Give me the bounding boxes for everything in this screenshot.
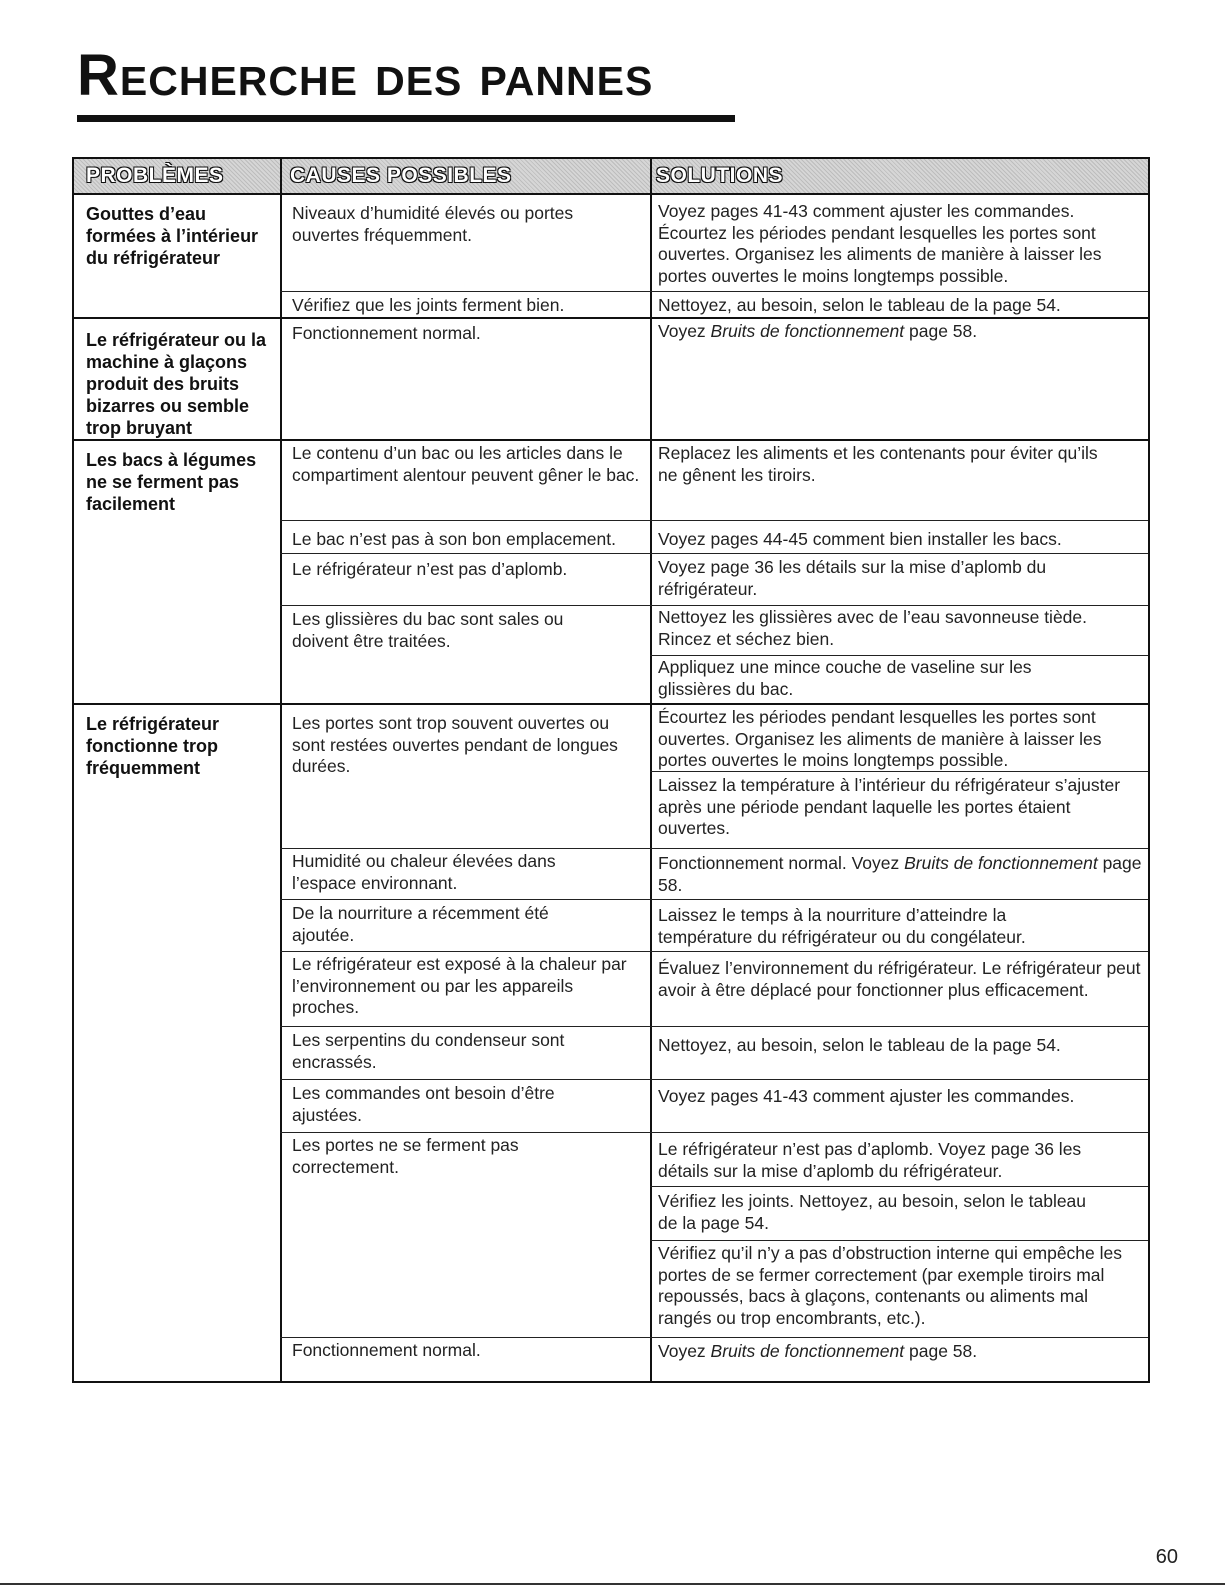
solution-3-3: Voyez page 36 les détails sur la mise d’aplomb du réfrigérateur. [658, 557, 1047, 599]
solution-4-4: Laissez le temps à la nourriture d’atteindre la température du réfrigérateur ou du congélateur. [658, 905, 1026, 947]
solution-4-3-suffix: page 58. [658, 853, 1142, 895]
solution-1-1: Voyez pages 41-43 comment ajuster les commandes. Écourtez les périodes pendant lesquelles les portes sont ouvertes. Organisez les aliments de manière à laisser les portes ouvertes le moins longtemps possible. [658, 201, 1102, 286]
solution-divider [650, 655, 1148, 656]
solution-4-9: Vérifiez les joints. Nettoyez, au besoin, selon le tableau de la page 54. [658, 1191, 1087, 1233]
solution-3-1: Replacez les aliments et les contenants pour éviter qu’ils ne gênent les tiroirs. [658, 443, 1098, 485]
group-divider [74, 317, 1148, 319]
cause-divider [280, 520, 1148, 521]
group-divider [74, 439, 1148, 441]
cause-3-3: Le réfrigérateur n’est pas d’aplomb. [292, 559, 568, 579]
cause-divider [280, 1079, 1148, 1080]
solution-2-1-prefix: Voyez [658, 321, 711, 341]
cause-4-5: Les serpentins du condenseur sont encrassés. [292, 1030, 565, 1072]
cause-4-4: Le réfrigérateur est exposé à la chaleur par l’environnement ou par les appareils proches. [292, 954, 627, 1017]
column-divider [650, 159, 652, 1381]
solution-3-5: Appliquez une mince couche de vaseline sur les glissières du bac. [658, 657, 1032, 699]
cause-divider [280, 553, 1148, 554]
header-solutions-label: SOLUTIONS [656, 164, 784, 187]
cause-4-7: Les portes ne se ferment pas correctement. [292, 1135, 519, 1177]
solution-4-11-suffix: page 58. [904, 1341, 978, 1361]
solution-divider [650, 1240, 1148, 1241]
solution-4-5: Évaluez l’environnement du réfrigérateur. Le réfrigérateur peut avoir à être déplacé pour fonctionner plus efficacement. [658, 958, 1141, 1000]
header-causes [282, 159, 650, 193]
solution-4-11-prefix: Voyez [658, 1341, 711, 1361]
header-causes-label: CAUSES POSSIBLES [290, 164, 512, 187]
solution-4-1: Écourtez les périodes pendant lesquelles les portes sont ouvertes. Organisez les aliments de manière à laisser les portes ouvertes le moins longtemps possible. [658, 707, 1102, 770]
cause-divider [280, 899, 1148, 900]
troubleshooting-table [72, 157, 1150, 1383]
problem-1: Gouttes d’eau formées à l’intérieur du réfrigérateur [86, 204, 259, 268]
header-problems [74, 159, 280, 193]
solution-divider [650, 1186, 1148, 1187]
page-number: 60 [1155, 1546, 1178, 1568]
solution-4-2: Laissez la température à l’intérieur du réfrigérateur s’ajuster après une période pendant laquelle les portes étaient ouvertes. [658, 775, 1121, 838]
cause-4-8: Fonctionnement normal. [292, 1340, 481, 1360]
solution-3-4: Nettoyez les glissières avec de l’eau savonneuse tiède. Rincez et séchez bien. [658, 607, 1087, 649]
cause-3-1: Le contenu d’un bac ou les articles dans le compartiment alentour peuvent gêner le bac. [292, 443, 640, 485]
problem-2: Le réfrigérateur ou la machine à glaçons produit des bruits bizarres ou semble trop bruyant [86, 330, 267, 438]
column-divider [280, 159, 282, 1381]
solution-4-11-reference: Bruits de fonctionnement [710, 1341, 905, 1361]
problem-4: Le réfrigérateur fonctionne trop fréquemment [86, 714, 220, 778]
solution-4-11 [658, 1341, 1142, 1363]
cause-2-1: Fonctionnement normal. [292, 323, 481, 343]
cause-divider [280, 291, 1148, 292]
solution-4-3 [658, 853, 1142, 896]
cause-divider [280, 1026, 1148, 1027]
cause-1-2: Vérifiez que les joints ferment bien. [292, 295, 565, 315]
solution-4-3-prefix: Fonctionnement normal. Voyez [658, 853, 905, 873]
cause-divider [280, 848, 1148, 849]
cause-1-1: Niveaux d’humidité élevés ou portes ouvertes fréquemment. [292, 203, 574, 245]
solution-4-10: Vérifiez qu’il n’y a pas d’obstruction interne qui empêche les portes de se fermer correctement (par exemple tiroirs mal repoussés, bacs à glaçons, contenants ou aliments mal rangés ou trop encombrants, etc.). [658, 1243, 1123, 1328]
cause-4-2: Humidité ou chaleur élevées dans l’espace environnant. [292, 851, 556, 893]
cause-3-4: Les glissières du bac sont sales ou doivent être traitées. [292, 609, 564, 651]
cause-divider [280, 1132, 1148, 1133]
solution-4-3-reference: Bruits de fonctionnement [904, 853, 1098, 873]
solution-2-1-suffix: page 58. [904, 321, 978, 341]
solution-2-1-reference: Bruits de fonctionnement [710, 321, 905, 341]
header-divider [74, 193, 1148, 195]
problem-3: Les bacs à légumes ne se ferment pas facilement [86, 450, 257, 514]
title-rule [77, 115, 735, 122]
header-problems-label: PROBLÈMES [86, 164, 224, 187]
cause-4-1: Les portes sont trop souvent ouvertes ou sont restées ouvertes pendant de longues durées. [292, 713, 618, 776]
cause-4-3: De la nourriture a récemment été ajoutée. [292, 903, 549, 945]
solution-4-8: Le réfrigérateur n’est pas d’aplomb. Voyez page 36 les détails sur la mise d’aplomb du réfrigérateur. [658, 1139, 1082, 1181]
cause-divider [280, 951, 1148, 952]
solution-2-1 [658, 321, 1142, 343]
solution-4-7: Voyez pages 41-43 comment ajuster les commandes. [658, 1086, 1075, 1106]
solution-3-2: Voyez pages 44-45 comment bien installer les bacs. [658, 529, 1062, 549]
group-divider [74, 703, 1148, 705]
solution-1-2: Nettoyez, au besoin, selon le tableau de la page 54. [658, 295, 1061, 315]
cause-3-2: Le bac n’est pas à son bon emplacement. [292, 529, 616, 549]
cause-divider [280, 1337, 1148, 1338]
solution-4-6: Nettoyez, au besoin, selon le tableau de la page 54. [658, 1035, 1061, 1055]
header-solutions [652, 159, 1148, 193]
cause-divider [280, 605, 1148, 606]
cause-4-6: Les commandes ont besoin d’être ajustées. [292, 1083, 555, 1125]
page-title: Recherche des pannes [77, 43, 654, 108]
